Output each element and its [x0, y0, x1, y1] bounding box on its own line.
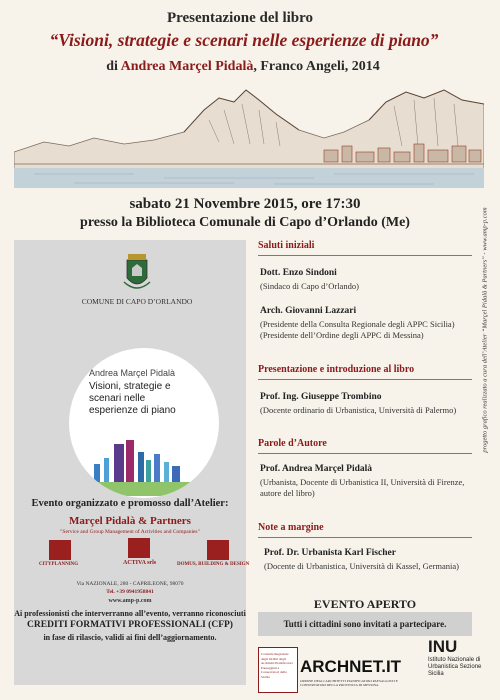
footer-logos: [258, 637, 490, 695]
header-author: [0, 59, 486, 75]
event-venue: presso la Biblioteca Comunale di Capo d’Orlando (Me): [80, 215, 410, 230]
credits-line-1: Ai professionisti che interverranno all’evento, verranno riconosciuti: [14, 609, 246, 618]
speaker-role: (Docente ordinario di Urbanistica, Università di Palermo): [260, 405, 457, 415]
speaker-name: Dott. Enzo Sindoni: [260, 268, 337, 278]
section-title-parole: Parole d’Autore: [258, 438, 327, 449]
section-title-presentazione: Presentazione e introduzione al libro: [258, 364, 415, 375]
archnet-subtitle: ORDINE DEGLI ARCHITETTI PIANIFICATORI PAESAGGISTI E CONSERVATORI DELLA PROVINCIA DI MESSINA: [300, 679, 398, 687]
section-title-saluti: Saluti iniziali: [258, 240, 315, 251]
speaker-role: (Presidente dell’Ordine degli APPC di Messina): [260, 330, 424, 340]
credits-line-3: in fase di rilascio, validi ai fini dell’aggiornamento.: [43, 633, 217, 642]
domus-logo-icon: [207, 540, 229, 560]
studio-phone: Tel. +39 0941958841: [106, 589, 154, 595]
organized-by: Evento organizzato e promosso dall’Atelier:: [31, 498, 229, 509]
book-title: “Visioni, strategie e scenari nelle esperienze di piano”: [49, 30, 439, 50]
author-prefix: di: [106, 59, 118, 74]
cityplanning-label: CITYPLANNING: [39, 562, 79, 567]
studio-website[interactable]: www.amp-p.com: [108, 598, 152, 604]
municipal-crest-icon: [122, 254, 152, 294]
comune-label: COMUNE DI CAPO D’ORLANDO: [81, 297, 193, 306]
section-title-note: Note a margine: [258, 522, 324, 533]
speaker-role: autore del libro): [260, 488, 315, 498]
inu-subtitle: Istituto Nazionale di Urbanistica Sezione Sicilia: [428, 657, 482, 678]
archnet-logo: ARCHNET.IT: [300, 657, 402, 676]
section-divider: [258, 255, 472, 256]
invite-banner: Tutti i cittadini sono invitati a partecipare.: [258, 612, 472, 636]
event-datetime: sabato 21 Novembre 2015, ore 17:30: [129, 196, 361, 212]
author-suffix: , Franco Angeli, 2014: [253, 59, 380, 74]
cityplanning-logo-icon: [49, 540, 71, 560]
speaker-name: Prof. Andrea Marçel Pidalà: [260, 464, 373, 474]
skyline-drawing: [84, 436, 204, 496]
speaker-name: Arch. Giovanni Lazzari: [260, 306, 357, 316]
speaker-role: (Sindaco di Capo d’Orlando): [260, 281, 359, 291]
book-cover-author: Andrea Marçel Pidalà: [89, 368, 176, 378]
side-credit-text: progetto grafico realizzato a cura dell’Atelier “Marçel Pidalà & Partners” - www.amp-p.com: [481, 207, 489, 453]
open-event-label: EVENTO APERTO: [313, 597, 417, 611]
author-name: Andrea Marçel Pidalà: [120, 59, 254, 74]
studio-tagline: "Service and Group Management of Activities and Companies": [60, 529, 200, 535]
section-divider: [258, 537, 472, 538]
left-panel: [14, 240, 250, 685]
consulta-logo: [258, 647, 298, 693]
book-cover-title: Visioni, strategie e scenari nelle esperienze di piano: [89, 381, 176, 416]
speaker-role: (Presidente della Consulta Regionale degli APPC Sicilia): [260, 319, 455, 329]
studio-name: Marçel Pidalà & Partners: [69, 515, 191, 527]
consulta-logo-text: Consulta Regionale degli Ordini degli Architetti Pianificatori Paesaggisti e Conservatori della Sicilia: [261, 652, 293, 679]
speaker-role: (Urbanista, Docente di Urbanistica II, Università di Firenze,: [260, 477, 465, 487]
credits-line-2: CREDITI FORMATIVI PROFESSIONALI (CFP): [27, 620, 233, 630]
section-divider: [258, 453, 472, 454]
activa-logo-icon: [128, 538, 150, 558]
domus-label: DOMUS, BUILDING & DESIGN: [177, 562, 250, 567]
landscape-sketch: [14, 80, 484, 188]
studio-address: Via NAZIONALE, 280 - CAPRILEONE, 98070: [76, 581, 184, 587]
speaker-name: Prof. Ing. Giuseppe Trombino: [260, 392, 382, 402]
activa-label: ACTIVA srls: [123, 560, 157, 566]
book-cover: [69, 348, 219, 498]
speaker-name: Prof. Dr. Urbanista Karl Fischer: [264, 548, 396, 558]
header-title: Presentazione del libro: [166, 10, 314, 26]
section-divider: [258, 379, 472, 380]
side-credit: [478, 205, 492, 455]
partner-logos: [39, 538, 250, 578]
speaker-role: (Docente di Urbanistica, Università di Kassel, Germania): [264, 561, 459, 571]
inu-logo: INU: [428, 637, 458, 656]
